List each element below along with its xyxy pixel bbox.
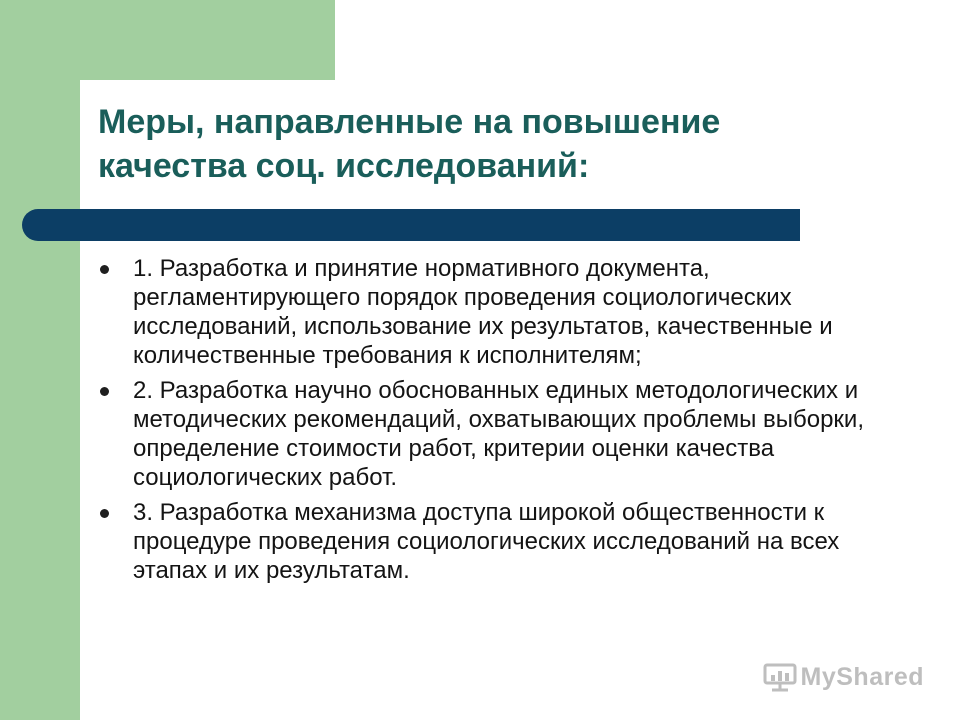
bullet-dot-icon [100,265,109,274]
bullet-item-3 [100,498,900,585]
slide-title [98,100,918,188]
bullet-item-1-text: 1. Разработка и принятие нормативного документа, регламентирующего порядок проведения социологических исследований, использование их результатов, качественные и количественные требования к исполнителям; [133,255,833,369]
bullet-list [100,254,900,591]
bullet-item-1 [100,254,900,370]
myshared-watermark [763,662,924,692]
bullet-item-2-text: 2. Разработка научно обоснованных единых методологических и методических рекомендаций, охватывающих проблемы выборки, определение стоимости работ, критерии оценки качества социологических работ. [133,377,865,491]
bullet-item-3-text: 3. Разработка механизма доступа широкой общественности к процедуре проведения социологических исследований на всех этапах и их результатам. [133,499,840,584]
presentation-screen-icon [763,662,797,692]
bullet-dot-icon [100,509,109,518]
title-divider-bar [22,209,800,241]
green-side-panel [0,0,80,720]
slide-title-line-1: Меры, направленные на повышение [98,103,721,141]
bullet-item-2 [100,376,900,492]
watermark-text: MyShared [800,662,924,691]
bullet-dot-icon [100,387,109,396]
slide-title-line-2: качества соц. исследований: [98,147,590,185]
green-top-panel [0,0,335,80]
